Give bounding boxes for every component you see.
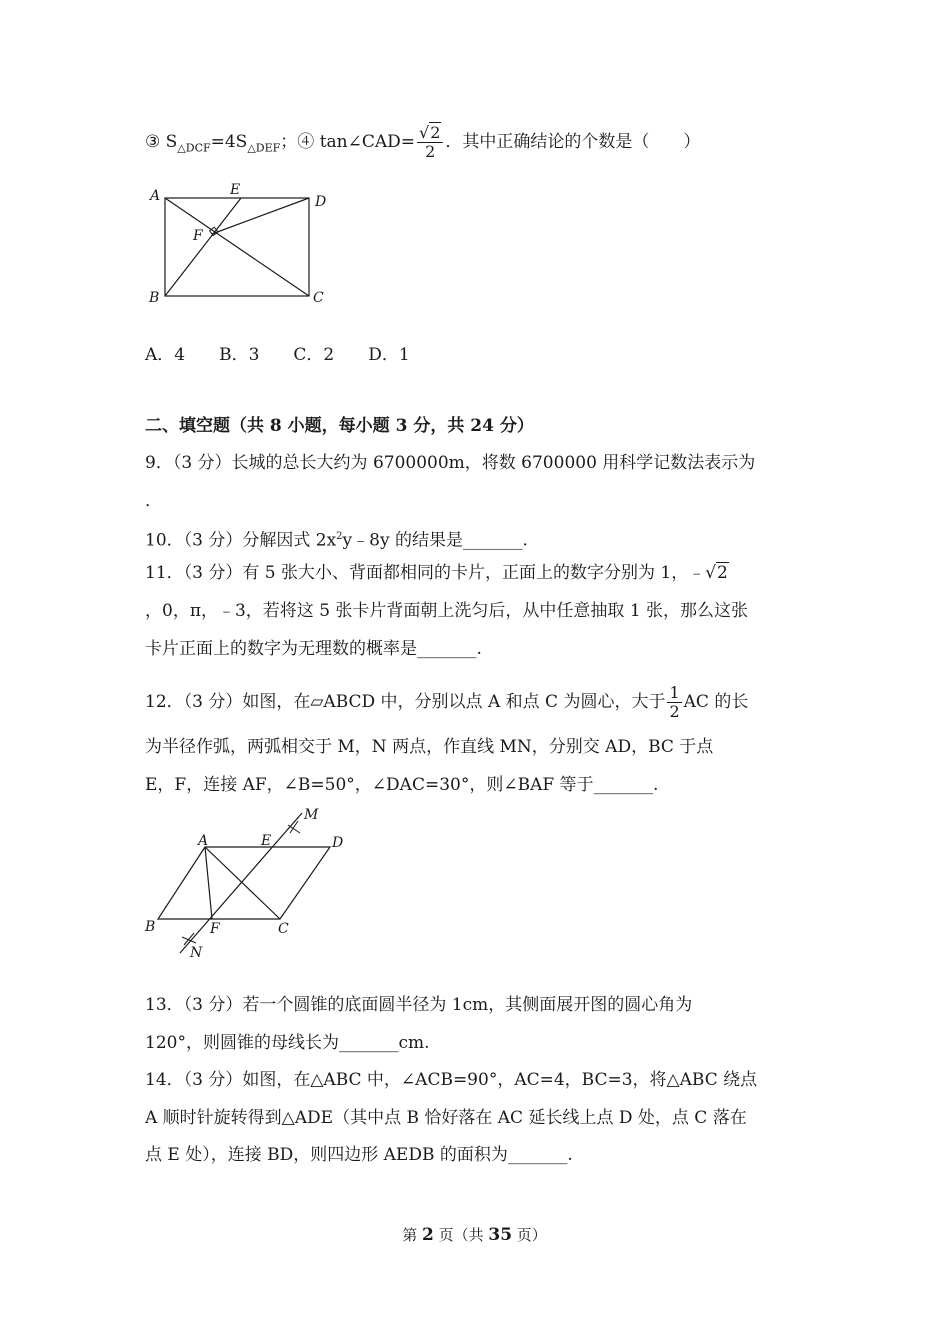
- label-D: D: [315, 194, 327, 210]
- label-M: M: [304, 807, 319, 823]
- q9-line-1: 9．（3 分）长城的总长大约为 6700000m，将数 6700000 用科学记数法表示为: [145, 453, 756, 473]
- label-B: B: [145, 919, 156, 935]
- q12-line-1: 12．（3 分）如图，在▱ABCD 中，分别以点 A 和点 C 为圆心，大于 $\frac{1}{2}$ AC 的长: [145, 683, 749, 721]
- parallelogram-figure: [140, 803, 355, 963]
- q12-line-2: 为半径作弧，两弧相交于 M，N 两点，作直线 MN，分别交 AD，BC 于点: [145, 737, 714, 757]
- q11-line-1: 11．（3 分）有 5 张大小、背面都相同的卡片，正面上的数字分别为 1，﹣√2: [145, 563, 728, 583]
- label-E: E: [261, 833, 272, 849]
- label-B: B: [149, 290, 160, 306]
- section-2-heading: 二、填空题（共 8 小题，每小题 3 分，共 24 分）: [145, 416, 534, 436]
- page-footer: 第 2 页（共 35 页）: [402, 1225, 547, 1245]
- q8-item-3-4: ③ $S_{\triangle DCF}=4S_{\triangle DEF}$；④ tan∠CAD= $\frac{√2}{2}$ ．其中正确结论的个数是（ ）: [145, 123, 701, 161]
- label-E: E: [230, 182, 241, 198]
- q14-line-3: 点 E 处），连接 BD，则四边形 AEDB 的面积为_______.: [145, 1145, 573, 1165]
- q13-line-1: 13．（3 分）若一个圆锥的底面圆半径为 1cm，其侧面展开图的圆心角为: [145, 995, 693, 1015]
- q14-line-1: 14．（3 分）如图，在△ABC 中，∠ACB=90°，AC=4，BC=3，将△ABC 绕点: [145, 1070, 758, 1090]
- label-F: F: [193, 228, 203, 244]
- sqrt2-over-2-fraction: $\frac{√2}{2}$: [417, 124, 443, 161]
- label-C: C: [313, 290, 324, 306]
- q8-choices: A．4 B．3 C．2 D．1: [145, 345, 410, 365]
- q14-line-2: A 顺时针旋转得到△ADE（其中点 B 恰好落在 AC 延长线上点 D 处，点 C 落在: [145, 1108, 747, 1128]
- q13-line-2: 120°，则圆锥的母线长为_______cm.: [145, 1033, 430, 1053]
- q10: 10．（3 分）分解因式 $2x^2y﹣8y$ 的结果是_______.: [145, 530, 528, 551]
- label-F: F: [210, 921, 220, 937]
- label-D: D: [332, 835, 344, 851]
- q12-line-3: E，F，连接 AF，∠B=50°，∠DAC=30°，则∠BAF 等于_______.: [145, 775, 659, 795]
- label-A: A: [198, 833, 209, 849]
- label-N: N: [190, 945, 203, 961]
- q11-line-2: ，0，π，﹣3，若将这 5 张卡片背面朝上洗匀后，从中任意抽取 1 张，那么这张: [145, 601, 749, 621]
- label-C: C: [278, 921, 289, 937]
- label-A: A: [150, 188, 161, 204]
- q9-line-2: ．: [145, 491, 162, 511]
- half-fraction: $\frac{1}{2}$: [669, 683, 680, 721]
- rectangle-figure: [145, 182, 335, 312]
- q11-line-3: 卡片正面上的数字为无理数的概率是_______.: [145, 639, 482, 659]
